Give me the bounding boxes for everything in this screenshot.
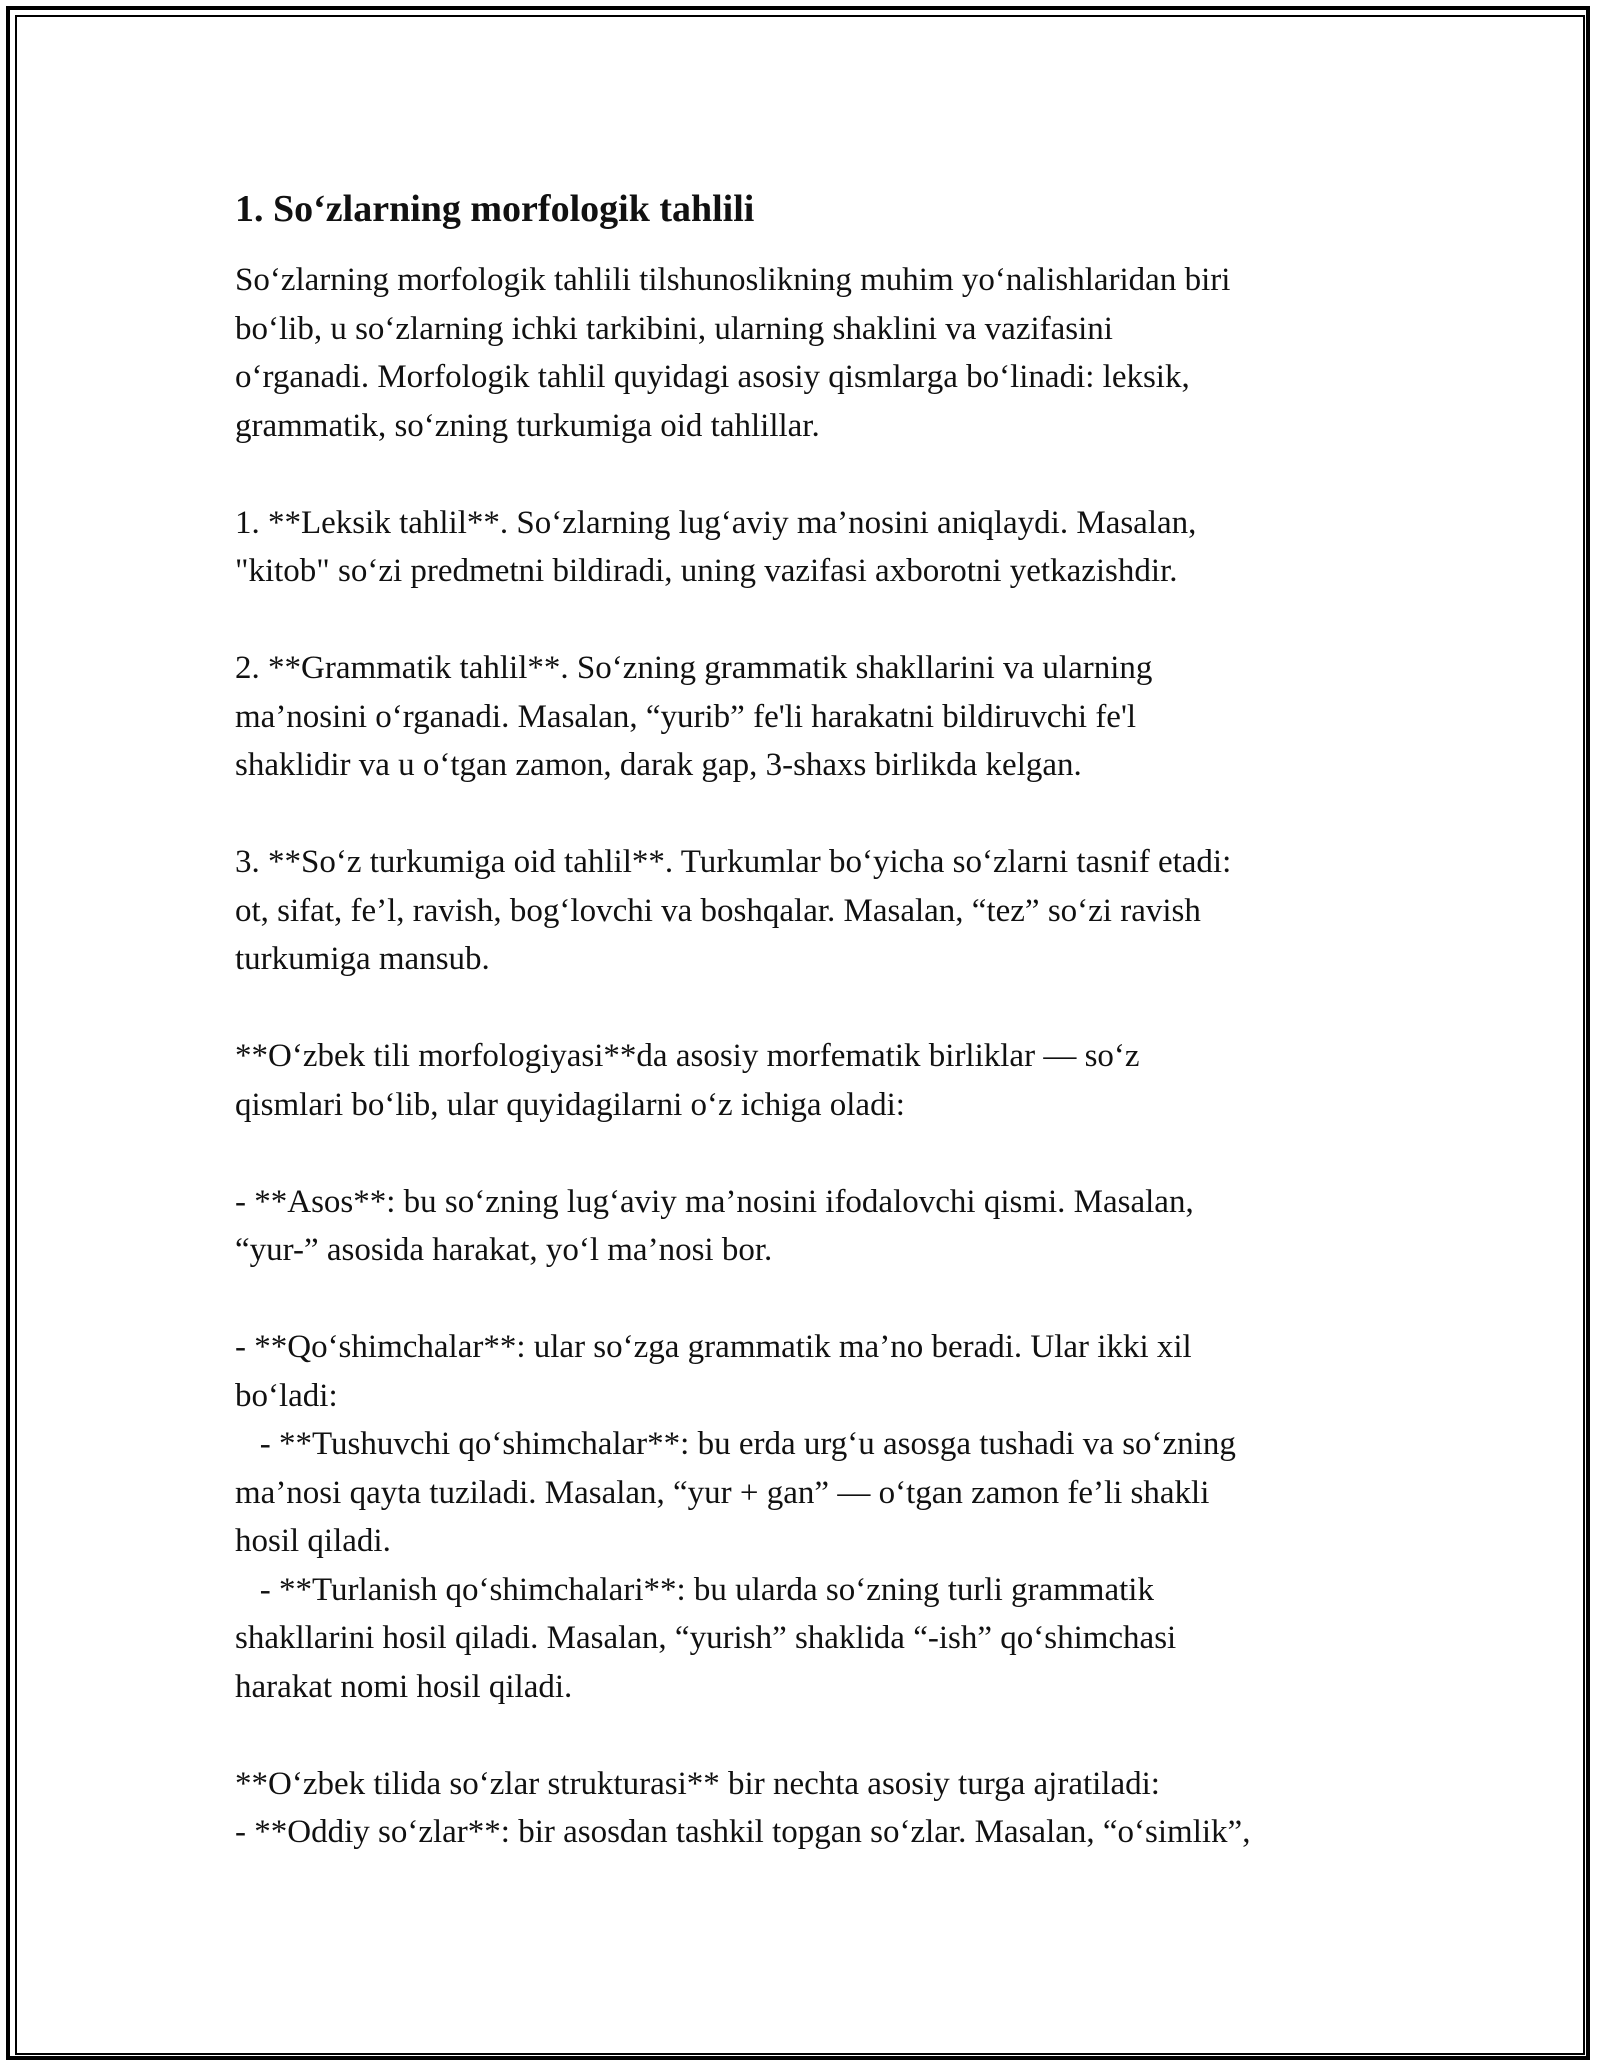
paragraph-gap [235, 596, 1415, 645]
text-line: ma’nosi qayta tuziladi. Masalan, “yur + gan” — o‘tgan zamon fe’li shakli [235, 1474, 1210, 1511]
text-line: So‘zlarning morfologik tahlili tilshunoslikning muhim yo‘nalishlaridan biri [235, 262, 1231, 298]
text-line: ot, sifat, fe’l, ravish, bog‘lovchi va boshqalar. Masalan, “tez” so‘zi ravish [235, 892, 1201, 929]
paragraph-gap [235, 984, 1415, 1033]
text-line: - **Turlanish qo‘shimchalari**: bu ularda so‘zning turli grammatik [235, 1571, 1154, 1608]
paragraph-gap [235, 1129, 1415, 1178]
text-line: qismlari bo‘lib, ular quyidagilarni o‘z ichiga oladi: [235, 1086, 905, 1123]
text-line: “yur-” asosida harakat, yo‘l ma’nosi bor. [235, 1232, 773, 1268]
text-line: o‘rganadi. Morfologik tahlil quyidagi asosiy qismlarga bo‘linadi: leksik, [235, 359, 1190, 395]
text-line: - **Qo‘shimchalar**: ular so‘zga grammatik ma’no beradi. Ular ikki xil [235, 1329, 1192, 1365]
paragraph-gap [235, 1275, 1415, 1324]
text-line: bo‘ladi: [235, 1377, 338, 1414]
paragraph [235, 1032, 1415, 1129]
text-line: - **Asos**: bu so‘zning lug‘aviy ma’nosini ifodalovchi qismi. Masalan, [235, 1183, 1194, 1220]
text-line: 2. **Grammatik tahlil**. So‘zning grammatik shakllarini va ularning [235, 650, 1153, 686]
text-line: "kitob" so‘zi predmetni bildiradi, uning vazifasi axborotni yetkazishdir. [235, 553, 1178, 589]
paragraph-gap [235, 1711, 1415, 1760]
text-line: shakllarini hosil qiladi. Masalan, “yurish” shaklida “-ish” qo‘shimchasi [235, 1620, 1177, 1656]
paragraph [235, 499, 1415, 596]
text-line: **O‘zbek tilida so‘zlar strukturasi** bir nechta asosiy turga ajratiladi: [235, 1765, 1160, 1802]
paragraph [235, 1760, 1415, 1857]
text-line: - **Oddiy so‘zlar**: bir asosdan tashkil topgan so‘zlar. Masalan, “o‘simlik”, [235, 1814, 1251, 1850]
section-heading: 1. So‘zlarning morfologik tahlili [235, 188, 755, 230]
text-line: 3. **So‘z turkumiga oid tahlil**. Turkumlar bo‘yicha so‘zlarni tasnif etadi: [235, 844, 1232, 880]
paragraph-gap [235, 790, 1415, 839]
paragraph [235, 1178, 1415, 1275]
text-line: grammatik, so‘zning turkumiga oid tahlillar. [235, 407, 820, 444]
paragraphs [235, 256, 1415, 1857]
paragraph [235, 644, 1415, 790]
text-line: ma’nosini o‘rganadi. Masalan, “yurib” fe'li harakatni bildiruvchi fe'l [235, 698, 1137, 735]
text-line: hosil qiladi. [235, 1523, 391, 1559]
text-line: shaklidir va u o‘tgan zamon, darak gap, 3-shaxs birlikda kelgan. [235, 747, 1082, 783]
text-line: - **Tushuvchi qo‘shimchalar**: bu erda urg‘u asosga tushadi va so‘zning [235, 1426, 1236, 1462]
text-line: harakat nomi hosil qiladi. [235, 1668, 573, 1705]
text-line: bo‘lib, u so‘zlarning ichki tarkibini, ularning shaklini va vazifasini [235, 310, 1113, 347]
paragraph [235, 256, 1415, 450]
text-line: turkumiga mansub. [235, 941, 490, 977]
paragraph-gap [235, 450, 1415, 499]
paragraph [235, 1323, 1415, 1711]
text-line: **O‘zbek tili morfologiyasi**da asosiy morfematik birliklar — so‘z [235, 1038, 1140, 1074]
document-body [235, 186, 1415, 1857]
paragraph [235, 838, 1415, 984]
text-line: 1. **Leksik tahlil**. So‘zlarning lug‘aviy ma’nosini aniqlaydi. Masalan, [235, 504, 1197, 541]
